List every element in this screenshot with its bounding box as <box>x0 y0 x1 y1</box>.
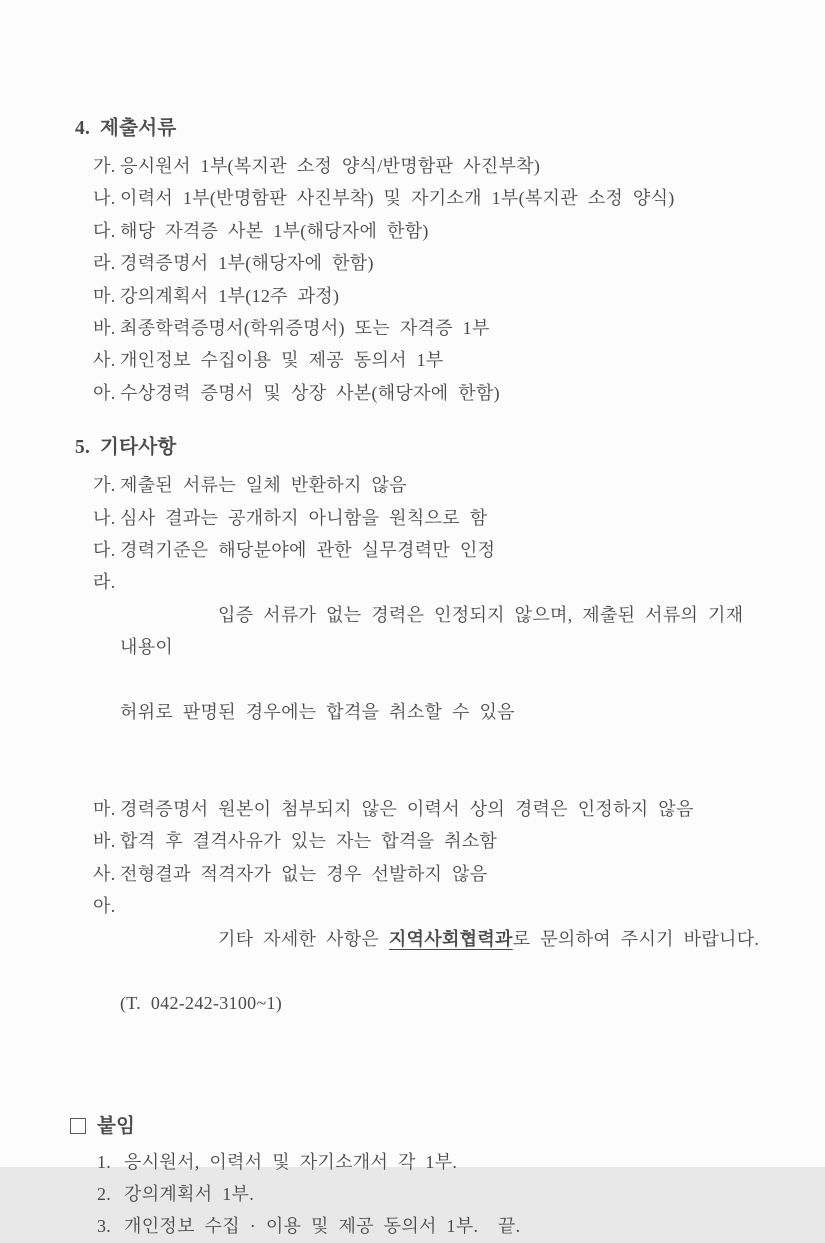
section-heading <box>75 431 765 465</box>
item-text: 응시원서 1부(복지관 소정 양식/반명함판 사진부착) <box>120 156 541 176</box>
list-item <box>93 215 765 247</box>
item-label: 가. <box>93 156 116 176</box>
item-text: 최종학력증명서(학위증명서) 또는 자격증 1부 <box>120 317 490 338</box>
list-item <box>93 825 765 857</box>
item-label: 3. <box>97 1216 112 1237</box>
item-text: 수상경력 증명서 및 상장 사본(해당자에 한함) <box>120 382 500 403</box>
item-label: 마. <box>93 285 116 306</box>
item-label: 아. <box>93 896 116 917</box>
section-title: 기타사항 <box>100 437 177 459</box>
item-text: 개인정보 수집이용 및 제공 동의서 1부 <box>120 350 444 371</box>
item-text-line2: 허위로 판명된 경우에는 합격을 취소할 수 있음 <box>120 701 515 722</box>
section-item-list <box>93 469 765 1084</box>
list-item <box>93 150 765 182</box>
list-item <box>93 377 765 409</box>
empty-square-icon <box>70 1118 86 1134</box>
list-item <box>97 1146 765 1178</box>
item-label: 바. <box>93 317 116 338</box>
list-item <box>93 858 765 890</box>
list-item <box>97 1178 765 1210</box>
item-text: 합격 후 결격사유가 있는 자는 합격을 취소함 <box>120 831 498 852</box>
item-text <box>120 890 765 1084</box>
attachment-block <box>75 1110 765 1243</box>
item-label: 1. <box>97 1151 112 1172</box>
contact-text-post: 로 문의하여 주시기 바랍니다. <box>512 928 760 949</box>
item-label: 아. <box>93 382 116 403</box>
item-label: 라. <box>93 572 116 593</box>
list-item <box>93 312 765 344</box>
contact-department: 지역사회협력과 <box>388 928 513 949</box>
item-label: 바. <box>93 831 116 852</box>
attachment-heading <box>70 1110 765 1144</box>
item-text <box>120 566 765 793</box>
item-label: 2. <box>97 1183 112 1204</box>
item-text: 이력서 1부(반명함판 사진부착) 및 자기소개 1부(복지관 소정 양식) <box>120 188 675 209</box>
attachment-title: 붙임 <box>97 1115 136 1137</box>
item-text-line1: 입증 서류가 없는 경력은 인정되지 않으며, 제출된 서류의 기재 내용이 <box>120 604 754 658</box>
section-number: 5. <box>75 437 91 459</box>
item-text: 심사 결과는 공개하지 아니함을 원칙으로 함 <box>120 507 488 528</box>
item-text: 강의계획서 1부. <box>124 1183 255 1204</box>
contact-phone: (T. 042-242-3100~1) <box>120 993 283 1014</box>
contact-text-pre: 기타 자세한 사항은 <box>218 928 389 949</box>
section-heading <box>75 112 765 146</box>
section-number: 4. <box>75 118 91 139</box>
section-submission-documents <box>75 112 765 409</box>
item-label: 다. <box>93 539 116 560</box>
list-item <box>93 502 765 534</box>
list-item <box>93 890 765 1084</box>
item-text: 응시원서, 이력서 및 자기소개서 각 1부. <box>124 1151 458 1172</box>
item-label: 라. <box>93 253 116 274</box>
section-title: 제출서류 <box>100 118 177 139</box>
item-text: 전형결과 적격자가 없는 경우 선발하지 않음 <box>120 863 488 884</box>
item-text: 개인정보 수집 · 이용 및 제공 동의서 1부. 끝. <box>124 1216 521 1237</box>
item-text: 제출된 서류는 일체 반환하지 않음 <box>120 475 407 496</box>
list-item <box>93 280 765 312</box>
item-text: 해당 자격증 사본 1부(해당자에 한함) <box>120 220 429 241</box>
item-label: 나. <box>93 507 116 528</box>
list-item <box>93 793 765 825</box>
list-item <box>93 182 765 214</box>
list-item <box>93 566 765 793</box>
list-item <box>93 344 765 376</box>
item-label: 가. <box>93 475 116 496</box>
item-text: 강의계획서 1부(12주 과정) <box>120 285 340 306</box>
list-item <box>93 247 765 279</box>
item-text: 경력기준은 해당분야에 관한 실무경력만 인정 <box>120 539 496 560</box>
list-item <box>93 534 765 566</box>
item-label: 마. <box>93 799 116 820</box>
list-item <box>93 469 765 501</box>
section-other-matters <box>75 431 765 1084</box>
section-item-list <box>93 150 765 409</box>
item-label: 나. <box>93 188 116 209</box>
attachment-item-list <box>97 1146 765 1243</box>
item-label: 사. <box>93 863 116 884</box>
item-text: 경력증명서 원본이 첨부되지 않은 이력서 상의 경력은 인정하지 않음 <box>120 799 694 820</box>
item-text: 경력증명서 1부(해당자에 한함) <box>120 253 374 274</box>
list-item <box>97 1210 765 1242</box>
item-label: 다. <box>93 220 116 241</box>
item-label: 사. <box>93 350 116 371</box>
